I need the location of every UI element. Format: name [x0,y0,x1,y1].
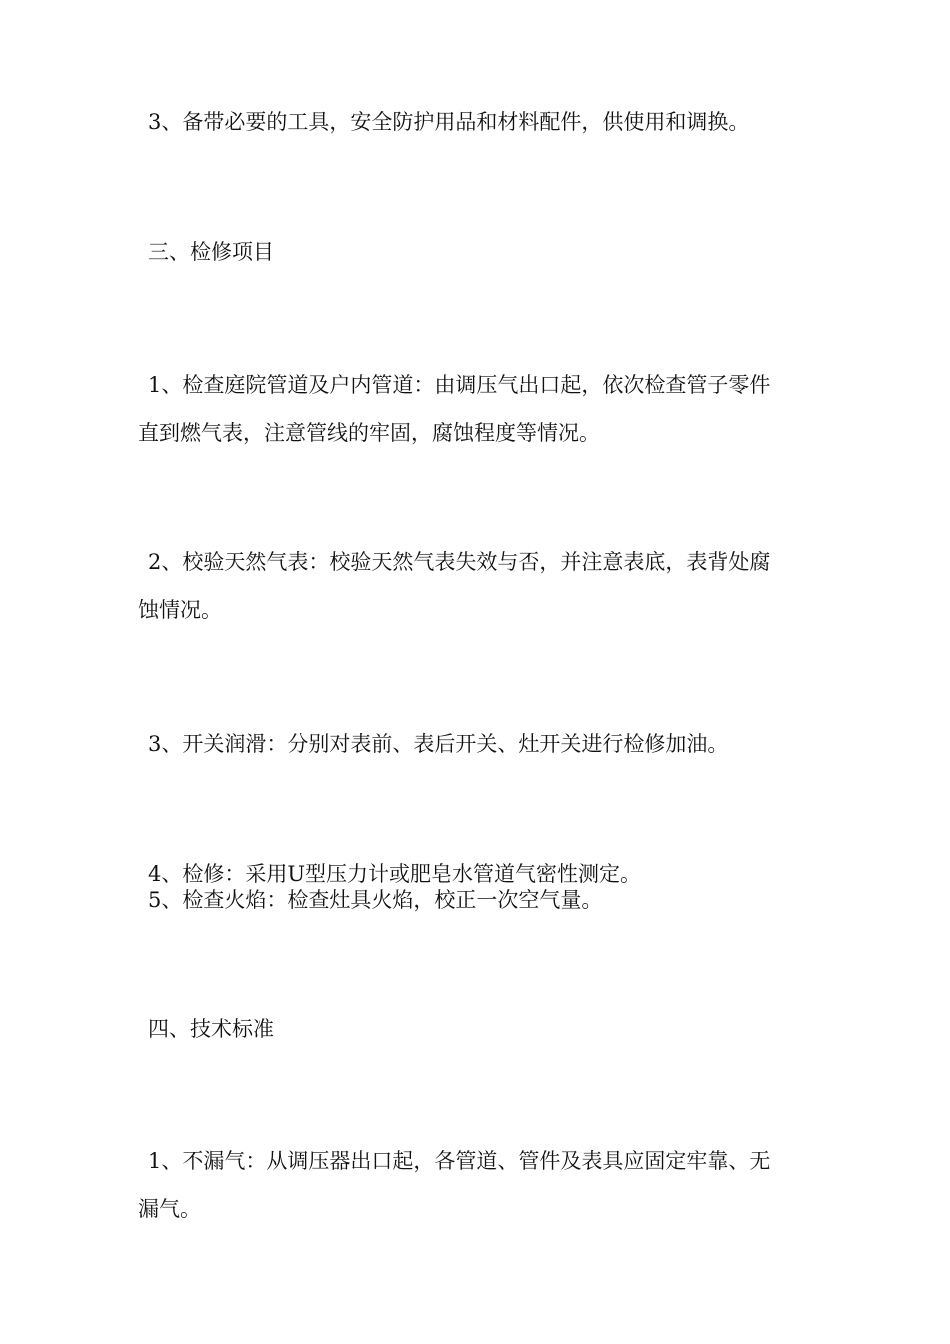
paragraph-line: 1、不漏气：从调压器出口起，各管道、管件及表具应固定牢靠、无 [148,1149,771,1173]
section-heading-technical-standards [138,1005,828,1053]
section-heading-text: 四、技术标准 [148,1017,274,1041]
paragraph-item-4 [138,860,828,888]
section-heading-text: 三、检修项目 [148,240,274,264]
paragraph-line: 直到燃气表，注意管线的牢固，腐蚀程度等情况。 [138,421,600,445]
paragraph-tools [138,98,828,146]
paragraph-item-2 [138,538,818,634]
paragraph-item-3 [138,720,828,768]
paragraph-line: 蚀情况。 [138,598,222,622]
paragraph-line: 2、校验天然气表：校验天然气表失效与否，并注意表底，表背处腐 [148,550,771,574]
paragraph-item-5 [138,886,828,914]
paragraph-line: 漏气。 [138,1197,201,1221]
section-heading-inspection-items [138,228,828,276]
paragraph-line: 1、检查庭院管道及户内管道：由调压气出口起，依次检查管子零件 [148,373,771,397]
paragraph-item-1 [138,361,818,457]
paragraph-text: 5、检查火焰：检查灶具火焰，校正一次空气量。 [148,888,603,912]
paragraph-text: 3、开关润滑：分别对表前、表后开关、灶开关进行检修加油。 [148,732,729,756]
paragraph-standard-1 [138,1137,818,1233]
paragraph-text: 3、备带必要的工具，安全防护用品和材料配件，供使用和调换。 [148,110,750,134]
paragraph-text: 4、检修：采用U型压力计或肥皂水管道气密性测定。 [148,862,642,886]
